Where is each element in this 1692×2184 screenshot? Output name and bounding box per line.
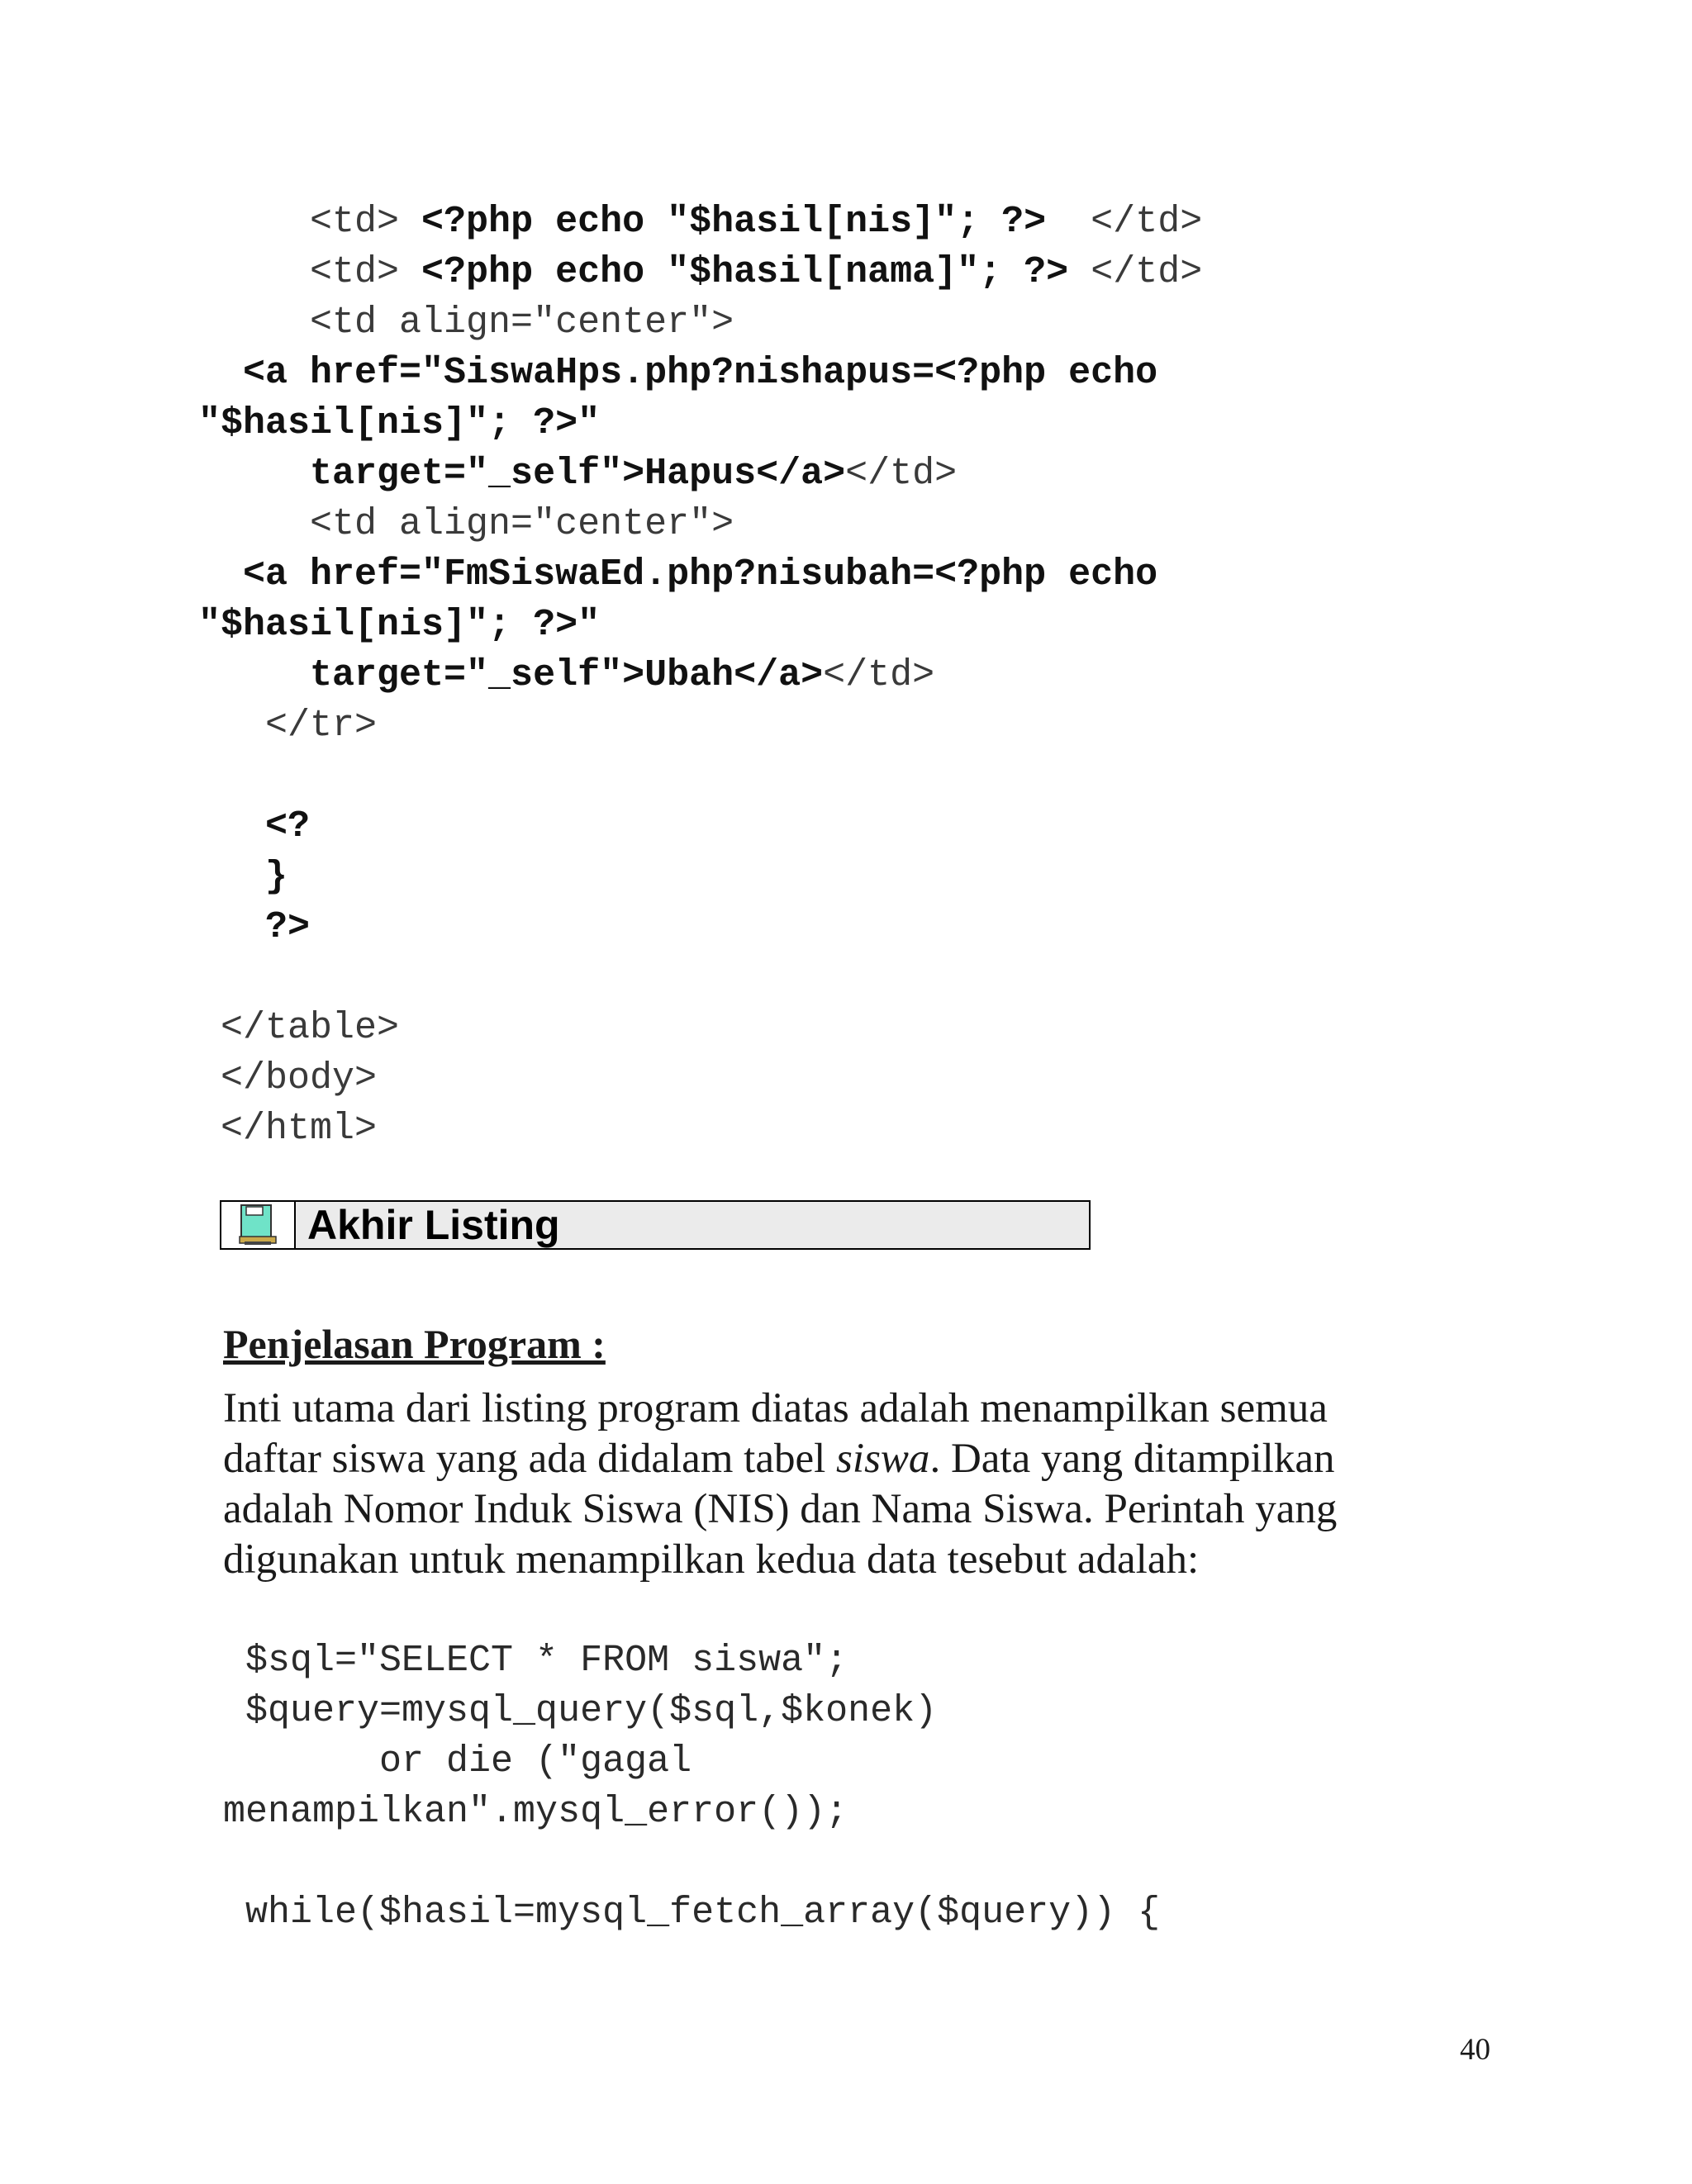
code-token: <a href="SiswaHps.php?nishapus=<?php echo	[198, 352, 1158, 394]
italic-term: siswa	[836, 1436, 930, 1482]
code-line	[198, 549, 1202, 600]
code-line	[198, 600, 1202, 650]
code-line	[198, 852, 1202, 902]
code-token: </td>	[823, 654, 935, 696]
code-token: </td>	[1046, 201, 1203, 243]
code-line	[198, 499, 1202, 549]
code-token: </html>	[198, 1108, 378, 1150]
code-line	[223, 1837, 1160, 1887]
code-token: ?>	[198, 906, 311, 948]
code-line: menampilkan".mysql_error());	[223, 1791, 848, 1833]
code-line	[198, 197, 1202, 247]
code-token: <td>	[198, 251, 422, 293]
code-line	[198, 801, 1202, 852]
floppy-disk-icon	[221, 1202, 296, 1248]
explanation-paragraph	[223, 1384, 1446, 1585]
listing-end-banner	[220, 1200, 1091, 1250]
code-token: <td align="center">	[198, 503, 734, 545]
code-line	[198, 902, 1202, 952]
paragraph-line	[223, 1535, 1446, 1585]
code-listing-top	[198, 197, 1202, 1154]
code-token: <a href="FmSiswaEd.php?nisubah=<?php echo	[198, 553, 1158, 596]
code-snippet-query	[223, 1636, 1160, 1938]
code-token: </body>	[198, 1057, 378, 1099]
code-line: $sql="SELECT * FROM siswa";	[223, 1640, 848, 1682]
code-line: while($hasil=mysql_fetch_array($query)) {	[223, 1892, 1161, 1934]
code-token: }	[198, 856, 288, 898]
code-token: "$hasil[nis]"; ?>"	[198, 402, 601, 444]
code-line	[198, 700, 1202, 751]
code-line	[198, 247, 1202, 297]
code-line	[198, 650, 1202, 700]
code-line: or die ("gagal	[223, 1740, 692, 1783]
page-number: 40	[1460, 2033, 1490, 2067]
code-token: <?	[198, 805, 311, 847]
code-line	[198, 1104, 1202, 1154]
paragraph-text: adalah Nomor Induk Siswa (NIS) dan Nama Siswa. Perintah yang	[223, 1486, 1338, 1532]
code-token: <td align="center">	[198, 301, 734, 344]
paragraph-line	[223, 1484, 1446, 1535]
explanation-heading: Penjelasan Program :	[223, 1321, 606, 1367]
paragraph-line	[223, 1384, 1446, 1434]
listing-end-title: Akhir Listing	[307, 1202, 560, 1248]
code-token: <?php echo "$hasil[nama]"; ?>	[421, 251, 1069, 293]
paragraph-line	[223, 1434, 1446, 1484]
code-token: </td>	[1068, 251, 1203, 293]
code-line	[198, 952, 1202, 1003]
code-line	[198, 297, 1202, 348]
code-token: target="_self">Ubah</a>	[198, 654, 824, 696]
paragraph-text: Inti utama dari listing program diatas adalah menampilkan semua	[223, 1385, 1328, 1431]
code-line	[198, 449, 1202, 499]
code-token: </td>	[845, 453, 958, 495]
code-line: $query=mysql_query($sql,$konek)	[223, 1690, 938, 1732]
code-line	[198, 398, 1202, 449]
paragraph-text: daftar siswa yang ada didalam tabel	[223, 1436, 837, 1482]
code-token: <?php echo "$hasil[nis]"; ?>	[421, 201, 1047, 243]
code-token: </table>	[198, 1007, 400, 1049]
code-token: "$hasil[nis]"; ?>"	[198, 604, 601, 646]
code-line	[198, 1003, 1202, 1053]
code-line	[198, 751, 1202, 801]
code-line	[198, 348, 1202, 398]
paragraph-text: . Data yang ditampilkan	[929, 1436, 1335, 1482]
code-token: target="_self">Hapus</a>	[198, 453, 846, 495]
paragraph-text: digunakan untuk menampilkan kedua data tesebut adalah:	[223, 1536, 1200, 1583]
code-line	[198, 1053, 1202, 1104]
code-token: <td>	[198, 201, 422, 243]
code-token: </tr>	[198, 705, 378, 747]
